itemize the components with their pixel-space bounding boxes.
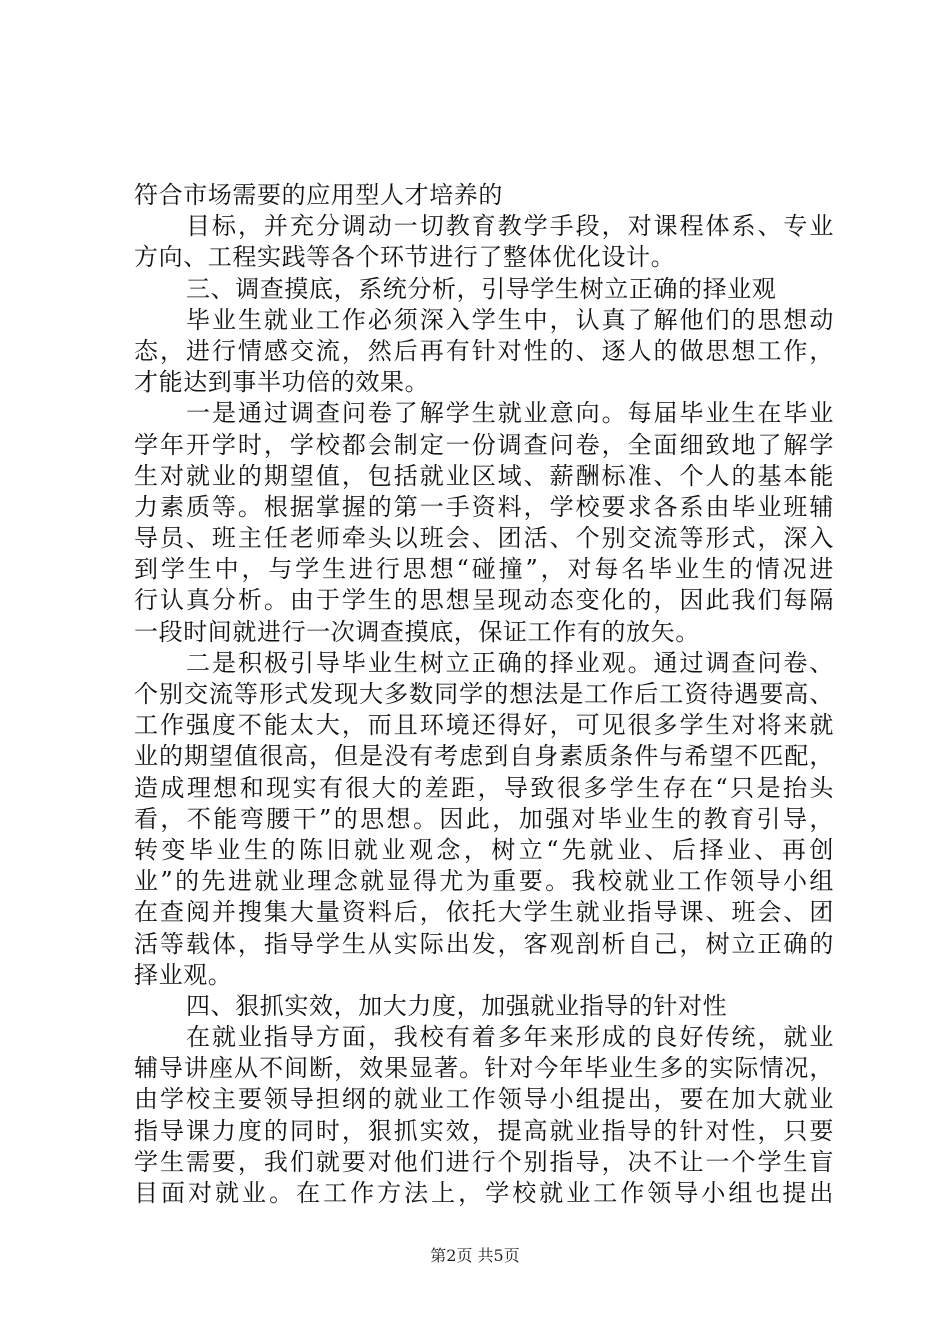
text-line: 符合市场需要的应用型人才培养的: [134, 181, 503, 209]
text-line: 转变毕业生的陈旧就业观念，树立“先就业、后择业、再创: [134, 835, 834, 864]
text-line: 指导课力度的同时，狠抓实效，提高就业指导的针对性，只要: [134, 1116, 834, 1145]
text-line: 择业观。: [134, 960, 233, 989]
text-line: 在就业指导方面，我校有着多年来形成的良好传统，就业: [186, 1023, 834, 1052]
text-line: 活等载体，指导学生从实际出发，客观剖析自己，树立正确的: [134, 929, 834, 958]
text-line: 才能达到事半功倍的效果。: [134, 368, 430, 397]
page-number-footer: 第2页 共5页: [430, 1246, 520, 1265]
text-line: 方向、工程实践等各个环节进行了整体优化设计。: [134, 243, 676, 272]
text-line: 工作强度不能太大，而且环境还得好，可见很多学生对将来就: [134, 711, 834, 740]
document-body: [134, 180, 834, 1209]
text-line: 态，进行情感交流，然后再有针对性的、逐人的做思想工作，: [134, 336, 834, 365]
text-line: 二是积极引导毕业生树立正确的择业观。通过调查问卷、: [186, 648, 834, 677]
text-line: 一是通过调查问卷了解学生就业意向。每届毕业生在毕业: [186, 399, 834, 428]
text-line: 目面对就业。在工作方法上，学校就业工作领导小组也提出: [134, 1179, 834, 1207]
text-line: 造成理想和现实有很大的差距，导致很多学生存在“只是抬头: [134, 773, 834, 802]
text-line: 辅导讲座从不间断，效果显著。针对今年毕业生多的实际情况，: [134, 1054, 834, 1083]
text-line: 个别交流等形式发现大多数同学的想法是工作后工资待遇要高、: [134, 680, 834, 708]
text-line: 行认真分析。由于学生的思想呈现动态变化的，因此我们每隔: [134, 586, 834, 615]
text-line: 生对就业的期望值，包括就业区域、薪酬标准、个人的基本能: [134, 461, 834, 490]
text-line: 看，不能弯腰干”的思想。因此，加强对毕业生的教育引导，: [134, 804, 834, 833]
text-line: 力素质等。根据掌握的第一手资料，学校要求各系由毕业班辅: [134, 492, 834, 521]
text-line: 业的期望值很高，但是没有考虑到自身素质条件与希望不匹配，: [134, 742, 834, 771]
text-line: 业”的先进就业理念就显得尤为重要。我校就业工作领导小组: [134, 867, 834, 896]
text-line: 目标，并充分调动一切教育教学手段，对课程体系、专业: [186, 212, 834, 241]
text-line: 学年开学时，学校都会制定一份调查问卷，全面细致地了解学: [134, 430, 834, 459]
text-line: 在查阅并搜集大量资料后，依托大学生就业指导课、班会、团: [134, 898, 834, 927]
text-line: 由学校主要领导担纲的就业工作领导小组提出，要在加大就业: [134, 1085, 834, 1114]
section-heading: 四、狠抓实效，加大力度，加强就业指导的针对性: [186, 991, 728, 1020]
text-line: 到学生中，与学生进行思想“碰撞”，对每名毕业生的情况进: [134, 555, 834, 584]
text-line: 毕业生就业工作必须深入学生中，认真了解他们的思想动: [186, 305, 834, 334]
text-line: 导员、班主任老师牵头以班会、团活、个别交流等形式，深入: [134, 524, 834, 553]
section-heading: 三、调查摸底，系统分析，引导学生树立正确的择业观: [186, 274, 777, 303]
text-line: 一段时间就进行一次调查摸底，保证工作有的放矢。: [134, 617, 700, 646]
text-line: 学生需要，我们就要对他们进行个别指导，决不让一个学生盲: [134, 1147, 834, 1176]
